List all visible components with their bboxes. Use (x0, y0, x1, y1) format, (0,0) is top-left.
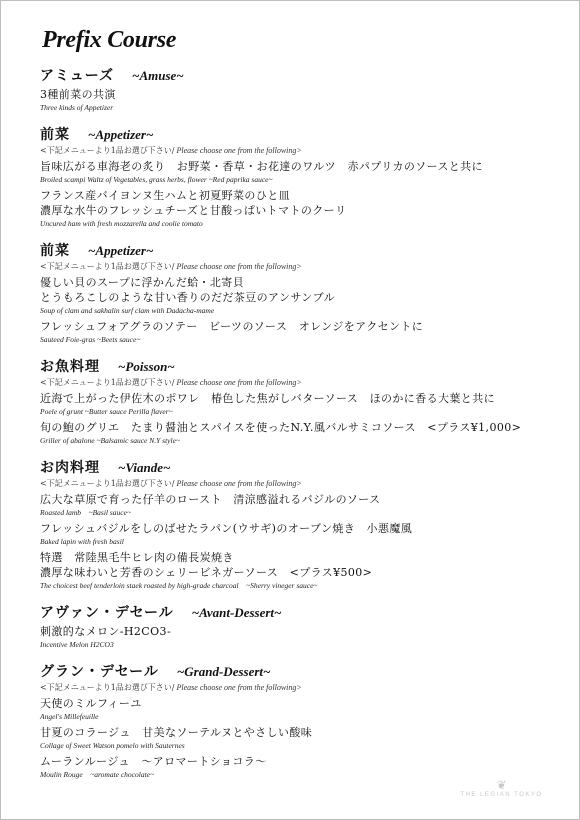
dish-description-en: Baked lapin with fresh basil (40, 537, 124, 546)
section-heading (40, 65, 570, 85)
menu-item (40, 420, 570, 447)
menu-item (40, 550, 570, 592)
section-title-jp: お肉料理 (40, 460, 100, 476)
choice-note-en: Please choose one from the following> (176, 262, 302, 271)
choice-note (40, 145, 570, 157)
choice-note-jp: <下記メニューより1品お選び下さい/ (40, 378, 175, 387)
dish-name-jp: 旨味広がる車海老の炙り お野菜・香草・お花達のワルツ 赤パプリカのソースと共に (40, 160, 483, 173)
section-title-en: ~Amuse~ (132, 68, 184, 83)
menu-content (40, 65, 570, 791)
dish-name-jp: 天使のミルフィーユ (40, 697, 142, 710)
section-title-jp: グラン・デセール (40, 664, 159, 680)
dish-description-en: Angel's Millefeuille (40, 712, 99, 721)
section-title-en: ~Appetizer~ (88, 127, 154, 142)
section-heading (40, 124, 570, 144)
section-title-jp: アミューズ (40, 68, 115, 84)
dish-description-en: Moulin Rouge ~aromate chocolate~ (40, 770, 155, 779)
dish-description-en: Soup of clam and sakhalin surf clam with Dadacha-mame (40, 306, 215, 315)
dish-name-jp: フレッシュバジルをしのばせたラパン(ウサギ)のオーブン焼き 小悪魔風 (40, 522, 413, 535)
dish-name-jp: 特選 常陸黒毛牛ヒレ肉の備長炭焼き (40, 551, 234, 564)
hotel-name: THE LEGIAN TOKYO (460, 792, 543, 798)
section-title-en: ~Appetizer~ (88, 243, 154, 258)
dish-name-jp: 近海で上がった伊佐木のポワレ 椿色した焦がしバターソース ほのかに香る大葉と共に (40, 392, 496, 405)
choice-note (40, 682, 570, 694)
menu-item (40, 624, 570, 651)
choice-note-en: Please choose one from the following> (176, 378, 302, 387)
dish-description-en: Uncured ham with fresh mozzarella and coolie tomato (40, 219, 203, 228)
dish-description-en: Collage of Sweet Watson pomelo with Sauternes (40, 741, 185, 750)
choice-note-jp: <下記メニューより1品お選び下さい/ (40, 262, 175, 271)
menu-item (40, 754, 570, 781)
menu-section (40, 65, 570, 114)
dish-description-en: Broiled scampi Waltz of Vegetables, grass herbs, flower ~Red paprika sauce~ (40, 175, 273, 184)
menu-section (40, 356, 570, 447)
menu-item (40, 159, 570, 186)
dish-name-jp: 刺激的なメロン-H2CO3- (40, 625, 172, 638)
dish-name-jp: とうもろこしのような甘い香りのだだ茶豆のアンサンブル (40, 291, 335, 304)
menu-item (40, 521, 570, 548)
menu-item (40, 696, 570, 723)
section-title-jp: アヴァン・デセール (40, 605, 174, 621)
section-heading (40, 457, 570, 477)
menu-section (40, 124, 570, 230)
dish-name-jp: 旬の鮑のグリエ たまり醤油とスパイスを使ったN.Y.風バルサミコソース <プラス¥1,000> (40, 421, 522, 434)
section-title-en: ~Grand-Dessert~ (176, 664, 271, 679)
section-title-en: ~Viande~ (118, 460, 171, 475)
section-title-en: ~Poisson~ (118, 359, 175, 374)
section-title-jp: お魚料理 (40, 359, 100, 375)
dish-description-en: Sauteed Foie-gras ~Beets sauce~ (40, 335, 141, 344)
menu-item (40, 391, 570, 418)
choice-note (40, 377, 570, 389)
choice-note-en: Please choose one from the following> (176, 683, 302, 692)
menu-item (40, 319, 570, 346)
menu-section (40, 240, 570, 346)
menu-item (40, 188, 570, 230)
dish-name-jp: 優しい貝のスープに浮かんだ蛤・北寄貝 (40, 276, 245, 289)
dish-description-en: Three kinds of Appetizer (40, 103, 114, 112)
dish-description-en: Poele of grunt ~Butter sauce Perilla flaver~ (40, 407, 173, 416)
menu-section (40, 661, 570, 781)
menu-item (40, 87, 570, 114)
menu-item (40, 275, 570, 317)
dish-name-jp: 濃厚な水牛のフレッシュチーズと甘酸っぱいトマトのクーリ (40, 204, 347, 217)
choice-note-en: Please choose one from the following> (176, 146, 302, 155)
section-heading (40, 240, 570, 260)
choice-note (40, 261, 570, 273)
dish-name-jp: 濃厚な味わいと芳香のシェリービネガーソース <プラス¥500> (40, 566, 373, 579)
section-heading (40, 661, 570, 681)
section-title-en: ~Avant-Dessert~ (191, 605, 282, 620)
section-title-jp: 前菜 (40, 127, 70, 143)
menu-item (40, 492, 570, 519)
dish-description-en: Roasted lamb ~Basil sauce~ (40, 508, 132, 517)
dish-description-en: The choicest beef tenderloin staek roasted by high-grade charcoal ~Sherry vineger sauce~ (40, 581, 318, 590)
hotel-logo (454, 779, 549, 799)
dish-name-jp: 甘夏のコラージュ 甘美なソーテルヌとやさしい酸味 (40, 726, 313, 739)
dish-name-jp: ムーランルージュ ～アロマートショコラ～ (40, 755, 267, 768)
menu-item (40, 725, 570, 752)
menu-section (40, 602, 570, 651)
choice-note-jp: <下記メニューより1品お選び下さい/ (40, 479, 175, 488)
choice-note (40, 478, 570, 490)
dish-name-jp: 3種前菜の共演 (40, 88, 116, 101)
section-title-jp: 前菜 (40, 243, 70, 259)
choice-note-jp: <下記メニューより1品お選び下さい/ (40, 146, 175, 155)
dish-name-jp: 広大な草原で育った仔羊のロースト 清涼感溢れるバジルのソース (40, 493, 381, 506)
dish-name-jp: フランス産バイヨンヌ生ハムと初夏野菜のひと皿 (40, 189, 291, 202)
menu-section (40, 457, 570, 592)
dish-description-en: Griller of abalone ~Balsamic sauce N.Y style~ (40, 436, 180, 445)
dish-description-en: Incentive Melon H2CO3 (40, 640, 114, 649)
choice-note-en: Please choose one from the following> (176, 479, 302, 488)
choice-note-jp: <下記メニューより1品お選び下さい/ (40, 683, 175, 692)
section-heading (40, 356, 570, 376)
section-heading (40, 602, 570, 622)
legian-emblem-icon: ❦ (496, 778, 507, 792)
dish-name-jp: フレッシュフォアグラのソテー ビーツのソース オレンジをアクセントに (40, 320, 424, 333)
course-title: Prefix Course (42, 27, 177, 53)
